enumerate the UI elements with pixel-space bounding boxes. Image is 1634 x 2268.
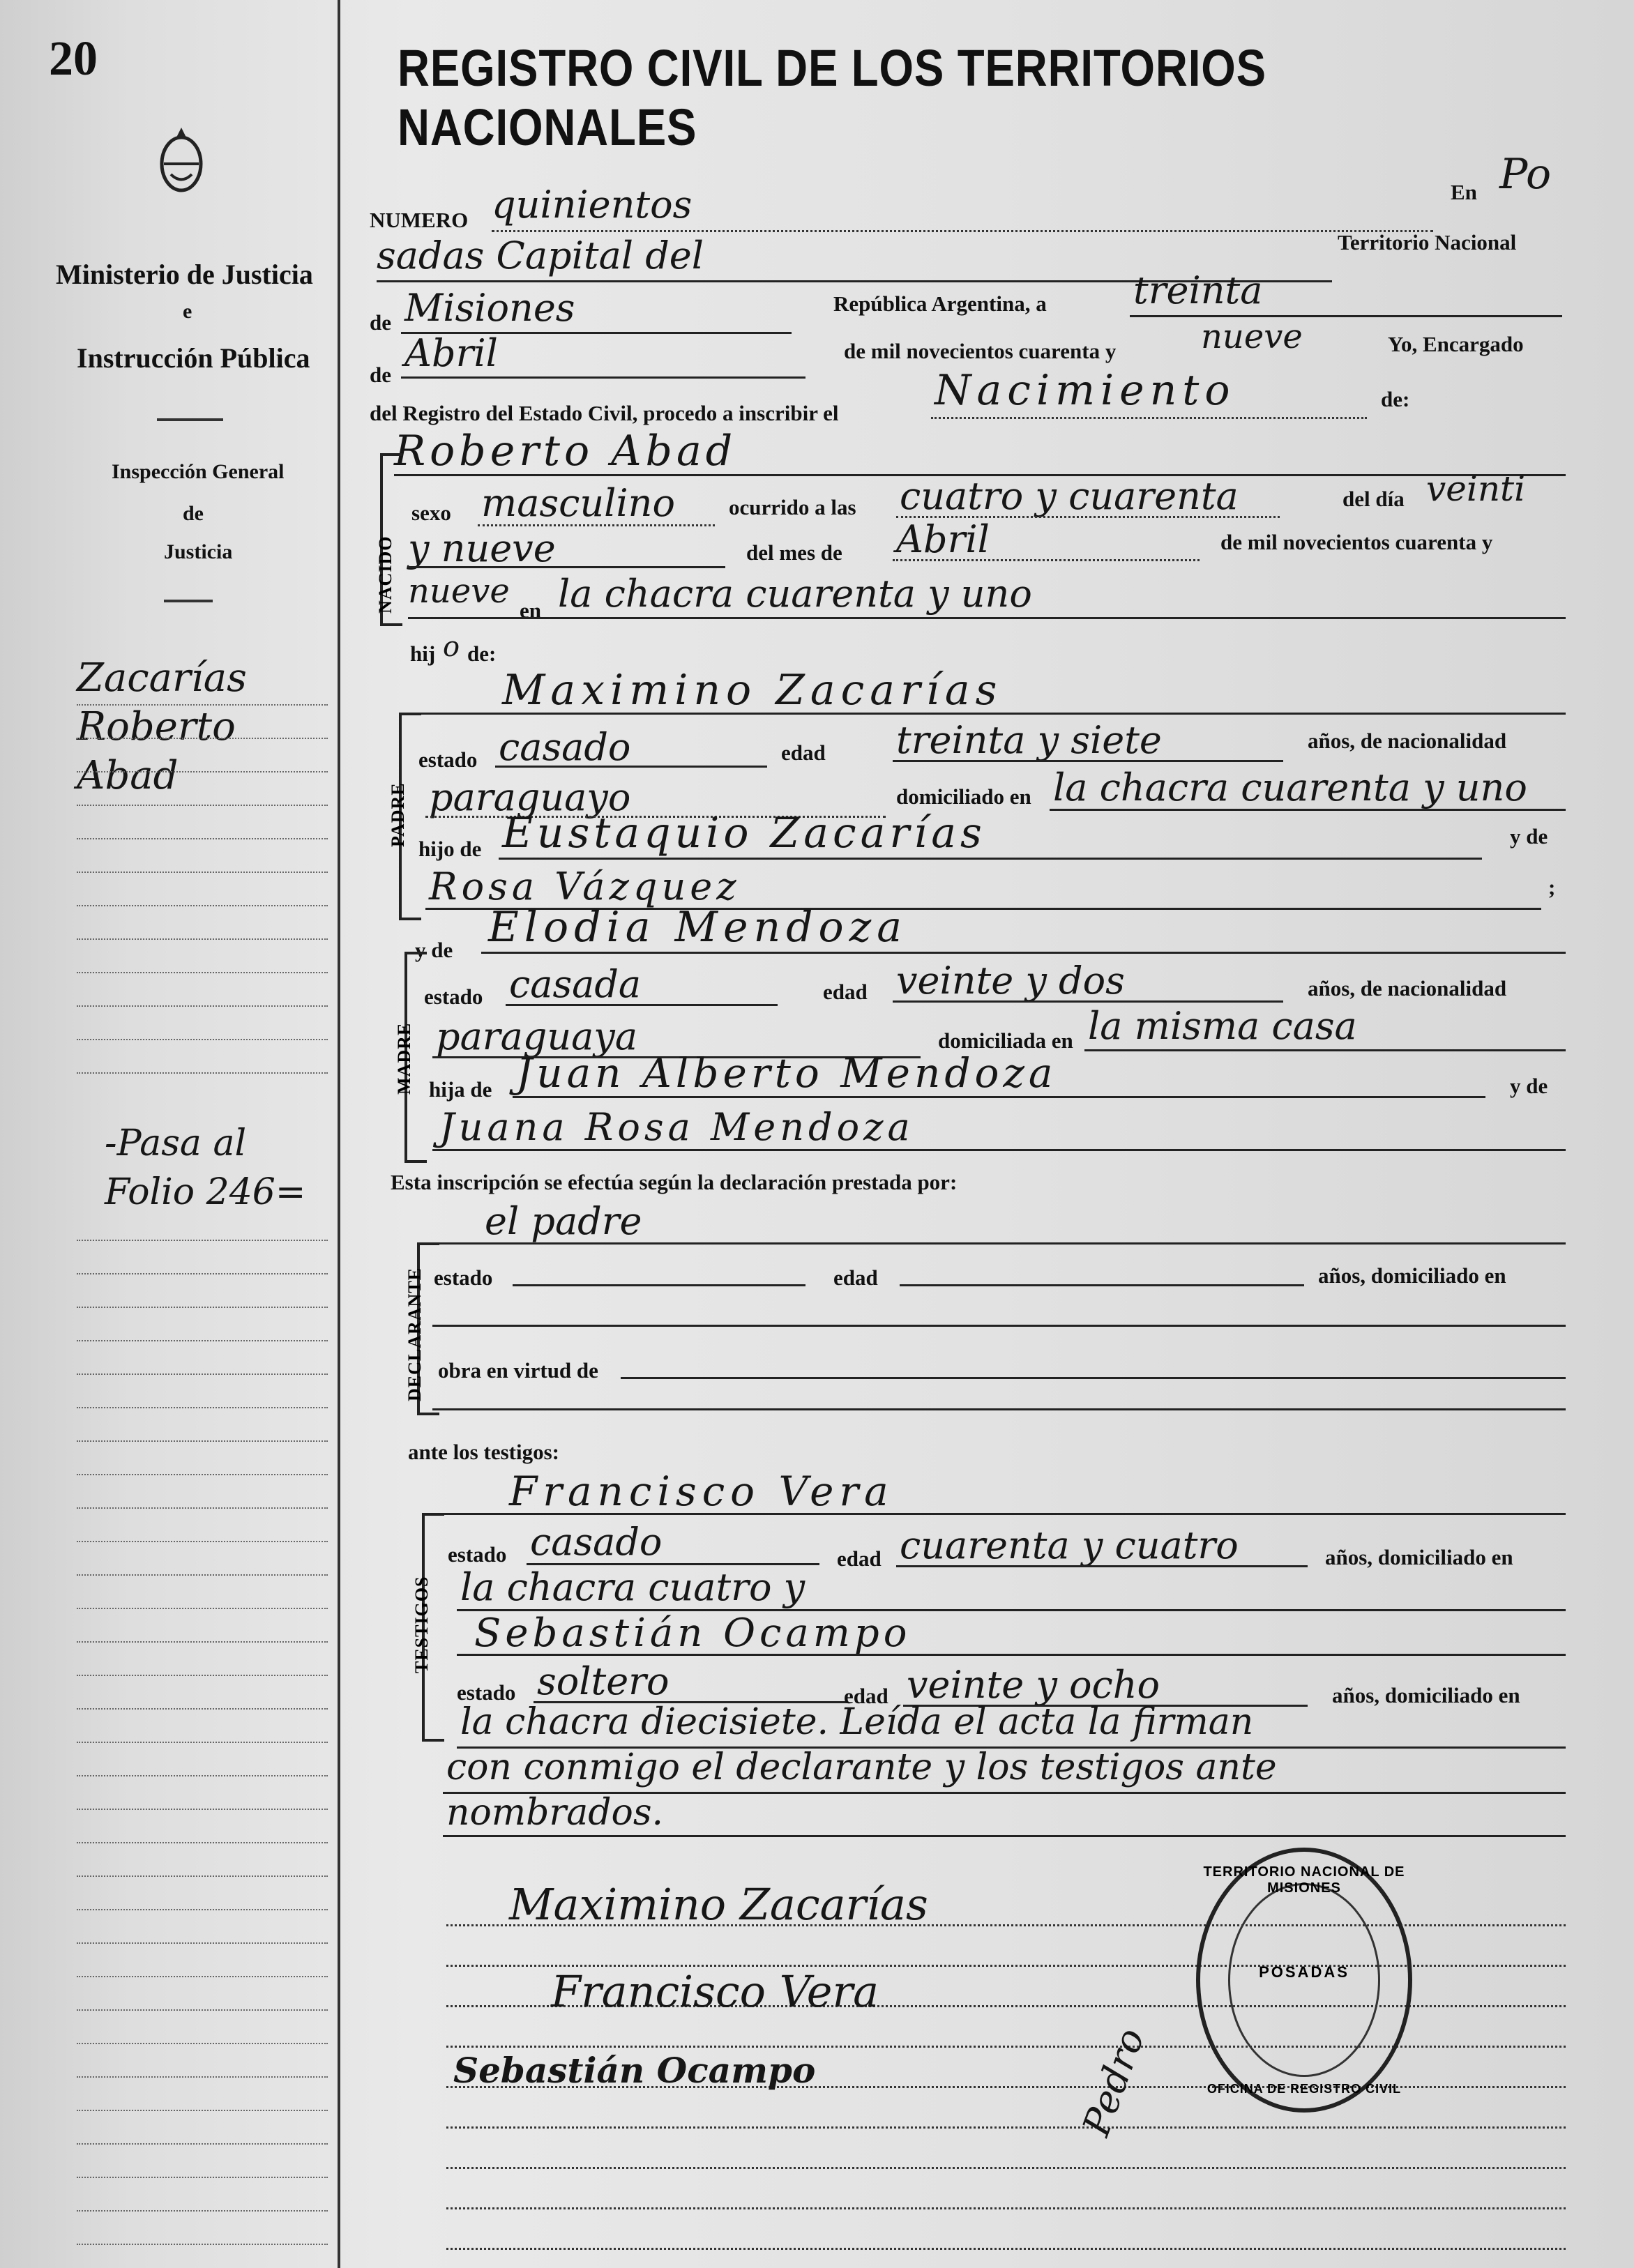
margin-line (77, 1842, 328, 1843)
anio-value: nueve (408, 572, 510, 611)
t2-domicilio: la chacra diecisiete. Leída el acta la firman (460, 1701, 1254, 1743)
ministry-line3: Instrucción Pública (77, 342, 310, 374)
sidebar-divider (157, 418, 223, 421)
margin-line (77, 2210, 328, 2212)
de-colon: de: (1381, 387, 1410, 411)
sidebar-divider-2 (164, 600, 213, 602)
mes-line (893, 559, 1200, 561)
madre-name-line (481, 952, 1566, 954)
t2-edad-label: edad (844, 1684, 888, 1708)
padre-edad-line (893, 760, 1283, 762)
margin-line (77, 1641, 328, 1643)
margin-line (77, 1307, 328, 1308)
stamp-bottom-text: OFICINA DE REGISTRO CIVIL (1206, 2082, 1402, 2096)
ministry-line2: e (183, 300, 192, 323)
stamp-outer-text: TERRITORIO NACIONAL DE MISIONES (1203, 1864, 1405, 1896)
margin-line (77, 1474, 328, 1475)
margin-line (77, 2244, 328, 2245)
declarante-anios-label: años, domiciliado en (1318, 1263, 1506, 1288)
official-stamp (1196, 1848, 1412, 2113)
territorio-label: Territorio Nacional (1338, 230, 1517, 254)
signature-1: Maximino Zacarías (509, 1879, 928, 1930)
signature-line (446, 2207, 1566, 2209)
dia-value: veinti (1426, 469, 1526, 509)
madre-domiciliada-label: domiciliada en (938, 1028, 1073, 1053)
dia-label: del día (1342, 487, 1405, 511)
t2-anios-label: años, domiciliado en (1332, 1683, 1520, 1707)
anio-label: de mil novecientos cuarenta y (1220, 530, 1493, 554)
declarante-domicilio-line (432, 1325, 1566, 1327)
padre-name: Maximino Zacarías (502, 666, 1003, 715)
testigos-section-label: TESTIGOS (411, 1576, 432, 1673)
madre-domicilio: la misma casa (1088, 1004, 1357, 1048)
signature-line (446, 2126, 1566, 2129)
obra-line (621, 1377, 1566, 1379)
madre-anios-label: años, de nacionalidad (1308, 976, 1507, 1000)
mes-value: Abril (896, 517, 990, 561)
closing-line3-rule (443, 1835, 1566, 1837)
hour-value: cuatro y cuarenta (900, 474, 1239, 518)
declarante-estado-label: estado (434, 1265, 493, 1290)
signature-line (446, 2167, 1566, 2169)
margin-line (77, 1909, 328, 1910)
padre-section-label: PADRE (388, 782, 408, 847)
t1-edad-line (896, 1565, 1308, 1567)
madre-madre: Juana Rosa Mendoza (439, 1105, 914, 1149)
lugar-line (408, 617, 1566, 619)
madre-hija-de-label: hija de (429, 1077, 492, 1102)
year-value: nueve (1201, 317, 1303, 356)
margin-line (77, 1072, 328, 1074)
t1-name: Francisco Vera (509, 1468, 894, 1515)
stamp-inner-text: POSADAS (1259, 1963, 1349, 1981)
registro-label: del Registro del Estado Civil, procedo a inscribir el (370, 401, 839, 425)
margin-line (77, 738, 328, 739)
madre-nacionalidad: paraguaya (436, 1014, 638, 1058)
sexo-value: masculino (481, 481, 675, 525)
margin-line (77, 1875, 328, 1877)
declarante-estado-line (513, 1284, 805, 1286)
t2-name: Sebastián Ocampo (474, 1611, 911, 1656)
margin-line (77, 1507, 328, 1509)
t2-estado: soltero (537, 1659, 670, 1703)
padre-semicolon: ; (1548, 875, 1556, 899)
margin-line (77, 1675, 328, 1676)
madre-name: Elodia Mendoza (488, 903, 908, 952)
year-label: de mil novecientos cuarenta y (844, 339, 1117, 363)
madre-estado-label: estado (424, 984, 483, 1009)
margin-line (77, 2076, 328, 2078)
margin-line (77, 1039, 328, 1040)
padre-madre: Rosa Vázquez (429, 865, 741, 908)
dia-value-2: y nueve (408, 526, 556, 570)
margin-line (77, 1440, 328, 1442)
margin-line (77, 2043, 328, 2044)
madre-domicilio-line (1084, 1049, 1566, 1051)
margin-rule (338, 0, 340, 2268)
madre-padre-line (513, 1096, 1485, 1098)
declarante-line (429, 1242, 1566, 1245)
sexo-label: sexo (411, 501, 451, 525)
margin-line (77, 1240, 328, 1241)
margin-line (77, 838, 328, 839)
margin-line (77, 704, 328, 706)
en-value: Po (1499, 150, 1552, 199)
padre-domicilio: la chacra cuarenta y uno (1053, 766, 1527, 809)
madre-y-de-label: y de (415, 938, 453, 962)
signature-3: Sebastián Ocampo (453, 2050, 816, 2091)
padre-nacionalidad: paraguayo (429, 775, 631, 819)
padre-padre: Eustaquio Zacarías (502, 809, 986, 858)
margin-line (77, 1742, 328, 1743)
margin-line (77, 2177, 328, 2178)
madre-edad-line (893, 1000, 1283, 1003)
lugar-value: la chacra cuarenta y uno (558, 572, 1032, 616)
city-value: sadas Capital del (377, 234, 704, 277)
margin-line (77, 1809, 328, 1810)
margin-line (77, 872, 328, 873)
padre-estado-label: estado (418, 747, 478, 772)
t2-name-line (457, 1654, 1566, 1656)
margin-line (77, 938, 328, 940)
closing-line3: nombrados. (446, 1792, 664, 1834)
numero-value: quinientos (492, 183, 693, 227)
declarante-edad-label: edad (833, 1265, 878, 1290)
closing-line2: con conmigo el declarante y los testigos ante (446, 1746, 1277, 1788)
t2-estado-label: estado (457, 1680, 516, 1705)
de-label-2: de (370, 363, 391, 387)
nacido-en-label: en (520, 598, 541, 623)
margin-line (77, 905, 328, 906)
margin-line (77, 1942, 328, 1944)
margin-line (77, 1608, 328, 1609)
testigos-intro: ante los testigos: (408, 1440, 559, 1464)
madre-edad-value: veinte y dos (896, 959, 1125, 1003)
margin-line (77, 2009, 328, 2011)
margin-line (77, 1708, 328, 1710)
page-title: REGISTRO CIVIL DE LOS TERRITORIOS NACIONALES (398, 39, 1266, 156)
numero-label: NUMERO (370, 208, 469, 232)
month-value: Abril (404, 331, 498, 375)
margin-name-line2: Roberto (77, 704, 236, 749)
nacido-section-label: NACIDO (375, 535, 395, 614)
hijo-suffix: o (443, 631, 460, 663)
margin-line (77, 1407, 328, 1408)
folio-number: 20 (49, 32, 98, 86)
en-label: En (1451, 180, 1477, 204)
t1-domicilio: la chacra cuatro y (460, 1565, 805, 1609)
de-label: de (370, 310, 391, 335)
act-type: Nacimiento (935, 366, 1236, 415)
signature-4: Pedro (1074, 2022, 1153, 2142)
margin-line (77, 972, 328, 973)
t1-edad-label: edad (837, 1546, 882, 1571)
margin-line (77, 2143, 328, 2145)
padre-padre-line (499, 858, 1482, 860)
padre-name-line (418, 713, 1566, 715)
margin-line (77, 805, 328, 806)
margin-line (77, 1541, 328, 1542)
t2-edad: veinte y ocho (907, 1663, 1160, 1707)
margin-line (77, 1775, 328, 1776)
month-line (401, 376, 805, 379)
day-line (1130, 315, 1562, 317)
obra-label: obra en virtud de (438, 1358, 598, 1383)
inspection-line1: Inspección General (112, 460, 285, 483)
territory-value: Misiones (404, 286, 575, 330)
declaracion-text: Esta inscripción se efectúa según la declaración prestada por: (391, 1170, 958, 1194)
margin-name-line1: Zacarías (77, 655, 247, 701)
t1-anios-label: años, domiciliado en (1325, 1545, 1513, 1569)
declarante-edad-line (900, 1284, 1304, 1286)
madre-edad-label: edad (823, 980, 868, 1004)
padre-edad-label: edad (781, 740, 826, 765)
declarante-section-label: DECLARANTE (404, 1267, 425, 1401)
hijo-label: hij (410, 641, 436, 666)
margin-line (77, 1976, 328, 1977)
padre-domiciliado-label: domiciliado en (896, 784, 1031, 809)
ministry-line1: Ministerio de Justicia (56, 259, 313, 290)
declarante-value: el padre (485, 1199, 642, 1243)
margin-note-line1: -Pasa al (105, 1122, 247, 1164)
inspection-line2: de (183, 502, 204, 525)
margin-line (77, 2110, 328, 2111)
mes-label: del mes de (746, 540, 842, 565)
padre-estado-value: casado (499, 725, 631, 769)
padre-domicilio-line (1050, 809, 1566, 811)
madre-y-de: y de (1510, 1074, 1548, 1098)
day-value: treinta (1133, 268, 1263, 312)
coat-of-arms-icon (157, 122, 206, 199)
madre-estado-line (506, 1004, 778, 1006)
act-type-line (931, 417, 1367, 419)
t1-estado: casado (530, 1520, 663, 1564)
hijo-de: de: (467, 641, 497, 666)
padre-anios-label: años, de nacionalidad (1308, 729, 1507, 753)
yo-label: Yo, Encargado (1388, 332, 1524, 356)
madre-madre-line (432, 1149, 1566, 1151)
margin-line (77, 771, 328, 773)
republica-label: República Argentina, a (833, 291, 1047, 316)
padre-y-de: y de (1510, 824, 1548, 848)
inspection-line3: Justicia (164, 540, 233, 563)
signature-2: Francisco Vera (551, 1966, 879, 2017)
madre-section-label: MADRE (394, 1022, 414, 1095)
madre-padre: Juan Alberto Mendoza (516, 1049, 1057, 1097)
t1-estado-label: estado (448, 1542, 507, 1567)
madre-estado-value: casada (509, 962, 642, 1006)
margin-line (77, 1373, 328, 1375)
padre-estado-line (495, 766, 767, 768)
signature-line (446, 2248, 1566, 2250)
margin-line (77, 1574, 328, 1576)
numero-line (492, 230, 1433, 232)
padre-hijo-de-label: hijo de (418, 837, 482, 861)
margin-name-line3: Abad (77, 753, 179, 798)
nacido-name: Roberto Abad (394, 427, 737, 475)
obra-line-2 (432, 1408, 1566, 1410)
t1-name-line (432, 1513, 1566, 1515)
padre-edad-value: treinta y siete (896, 718, 1162, 762)
margin-line (77, 1273, 328, 1274)
margin-note-line2: Folio 246= (105, 1171, 306, 1213)
t1-edad: cuarenta y cuatro (900, 1523, 1239, 1567)
dia-line-2 (408, 566, 725, 568)
ocurrido-label: ocurrido a las (729, 495, 856, 519)
margin-line (77, 1005, 328, 1007)
margin-line (77, 1340, 328, 1341)
